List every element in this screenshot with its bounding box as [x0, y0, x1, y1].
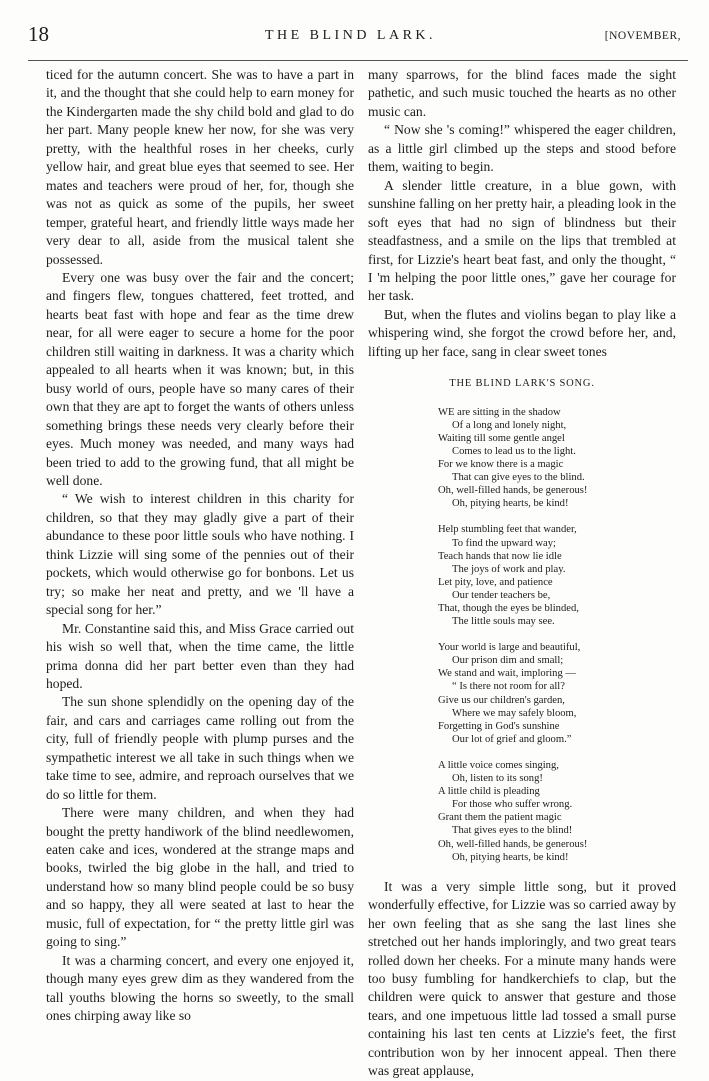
- song-line: Our tender teachers be,: [452, 589, 551, 601]
- page-header: [28, 22, 681, 52]
- song-line: We stand and wait, imploring —: [438, 668, 577, 680]
- running-title: THE BLIND LARK.: [264, 28, 437, 43]
- paragraph: The sun shone splendidly on the opening day of the fair, and cars and carriages came rolling out from the city, full of friendly people with plump purses and the sympathetic interest we all take in such things when we take time to see, admire, and reproach ourselves that we do so little for them.: [46, 694, 354, 802]
- song-line: Our prison dim and small;: [452, 655, 564, 667]
- song-body: [368, 406, 676, 864]
- song-line: Oh, pitying hearts, be kind!: [452, 498, 569, 510]
- song-line: Give us our children's garden,: [438, 694, 565, 706]
- song-line: Our lot of grief and gloom.”: [452, 733, 572, 745]
- paragraph: Every one was busy over the fair and the concert; and fingers flew, tongues chattered, feet trotted, and hearts beat fast with hope and fear as the time drew near, for all were eager to secure a home for the poor children still waiting in darkness. It was a charity which appealed to all hearts when it was known; but, in this busy world of ours, people have so many cares of their own that they are apt to forget the wants of others unless something brings these needs very clearly before their eyes. Much money was needed, and many ways had been tried to add to the growing fund, that all might be well done.: [46, 269, 354, 488]
- song-line: Where we may safely bloom,: [452, 707, 577, 719]
- song-stanza: [438, 641, 676, 746]
- paragraph: Mr. Constantine said this, and Miss Grace carried out his wish so well that, when the time came, the little prima donna did her part better even than they had hoped.: [46, 620, 354, 691]
- song-title: THE BLIND LARK'S SONG.: [449, 378, 595, 390]
- left-column: [46, 66, 354, 1026]
- paragraph: A slender little creature, in a blue gown, with sunshine falling on her pretty hair, a pleading look in the soft eyes that had no sign of blindness but their steadfastness, and a smile on the lips that trembled at first, for Lizzie's heart beat fast, and only the thought, “ I 'm helping the poor little ones,” gave her courage for her task.: [368, 177, 676, 304]
- song-line: To find the upward way;: [452, 537, 556, 549]
- song-line: That, though the eyes be blinded,: [438, 603, 579, 615]
- paragraph: It was a very simple little song, but it proved wonderfully effective, for Lizzie was so carried away by her own feeling that as she sang the last lines she stretched out her hands imploringly, and two great tears rolled down her cheeks. For a minute many hands were too busy fumbling for handkerchiefs to clap, but the children were quick to answer that gesture and those tears, and one impetuous little lad tossed a small purse containing his last ten cents at Lizzie's feet, the first contribution won by her innocent appeal. Then there was great applause,: [368, 878, 676, 1079]
- song-line: The joys of work and play.: [452, 563, 566, 575]
- song-line: Oh, well-filled hands, be generous!: [438, 485, 588, 497]
- header-rule: [28, 60, 688, 61]
- song-line: Of a long and lonely night,: [452, 419, 567, 431]
- song-line: A little voice comes singing,: [438, 759, 559, 771]
- song-line: Waiting till some gentle angel: [438, 432, 565, 444]
- paragraph: “ We wish to interest children in this charity for children, so that they may gladly give a part of their abundance to these poor little souls who have nothing. I think Lizzie will sing some of the pennies out of their pockets, which would otherwise go for bonbons. Let us try; so make her neat and pretty, and we 'll have a special song for her.”: [46, 491, 354, 618]
- paragraph: “ Now she 's coming!” whispered the eager children, as a little girl climbed up the steps and stood before them, waiting to begin.: [368, 122, 676, 175]
- song-line: That gives eyes to the blind!: [452, 825, 573, 837]
- song-line: Help stumbling feet that wander,: [438, 524, 577, 536]
- song-line: Your world is large and beautiful,: [438, 642, 581, 654]
- paragraph: many sparrows, for the blind faces made the sight pathetic, and such music touched the hearts as no other music can.: [368, 67, 676, 119]
- issue-month: [NOVEMBER,: [604, 30, 681, 42]
- after-song-text: [368, 878, 676, 1081]
- page-number: 18: [28, 22, 49, 46]
- song-line: Oh, pitying hearts, be kind!: [452, 851, 569, 863]
- song-line: Oh, listen to its song!: [452, 773, 543, 785]
- song-stanza: [438, 759, 676, 864]
- song-line: Comes to lead us to the light.: [452, 445, 576, 457]
- song-line: Teach hands that now lie idle: [438, 550, 562, 562]
- song-line: Grant them the patient magic: [438, 812, 562, 824]
- song-line: Let pity, love, and patience: [438, 576, 553, 588]
- paragraph: But, when the flutes and violins began to play like a whispering wind, she forgot the crowd before her, and, lifting up her face, sang in clear sweet tones: [368, 306, 676, 359]
- song-line: The little souls may see.: [452, 616, 555, 628]
- song-line: For those who suffer wrong.: [452, 799, 573, 811]
- song-line: Oh, well-filled hands, be generous!: [438, 838, 588, 850]
- song-line: Forgetting in God's sunshine: [438, 720, 560, 732]
- song-stanza: [438, 523, 676, 628]
- song-line: “ Is there not room for all?: [452, 681, 565, 693]
- song-stanza: [438, 406, 676, 511]
- paragraph: ticed for the autumn concert. She was to have a part in it, and the thought that she could help to earn money for the Kindergarten made the shy child bold and glad to do her part. Many people knew her now, for she was very pretty, with the healthful roses in her cheeks, curly yellow hair, and great blue eyes that seemed to see. Her mates and teachers were proud of her, for, though she was not as quick as some of the pupils, her sweet temper, grateful heart, and friendly little ways made her very dear to all, aside from the musical talent she possessed.: [46, 67, 354, 267]
- song-line: WE are sitting in the shadow: [438, 406, 561, 418]
- right-column: [368, 66, 676, 1081]
- song-line: For we know there is a magic: [438, 459, 564, 471]
- paragraph: There were many children, and when they had bought the pretty handiwork of the blind needlewomen, eaten cake and ices, wondered at the strange maps and books, twirled the big globe in the hall, and tried to understand how so many blind people could be so busy and so happy, they all were seated at last to hear the music, full of expectation, for “ the pretty little girl was going to sing.”: [46, 805, 354, 950]
- song-line: A little child is pleading: [438, 786, 540, 798]
- paragraph: It was a charming concert, and every one enjoyed it, though many eyes grew dim as they wandered from the tall youths blowing the horns so sweetly, to the small ones chirping away like so: [46, 952, 354, 1024]
- song-line: That can give eyes to the blind.: [452, 472, 585, 484]
